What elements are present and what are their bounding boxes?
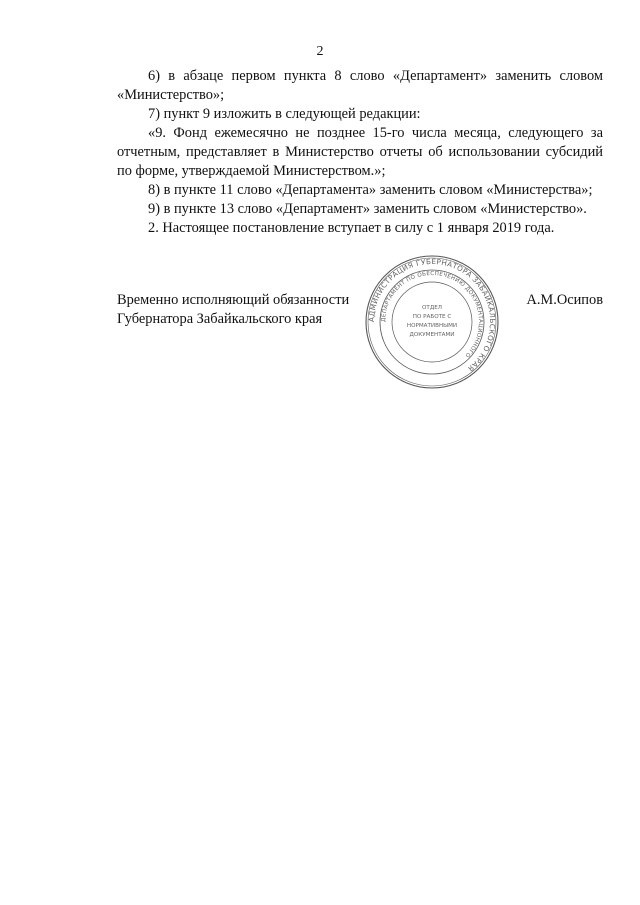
signatory-position-line1: Временно исполняющий обязанности [117, 292, 350, 308]
paragraph-item-9: 9) в пункте 13 слово «Департамент» заменить словом «Министерство». [148, 201, 587, 217]
stamp-inner-ring-text: ДЕПАРТАМЕНТ ПО ОБЕСПЕЧЕНИЮ ДОКУМЕНТАЦИОННОГО [380, 270, 484, 359]
signature-block [117, 291, 603, 351]
official-seal-stamp [363, 253, 501, 391]
stamp-center-line-2: ПО РАБОТЕ С [412, 314, 452, 320]
signatory-position [117, 291, 349, 329]
signatory-position-line2: Губернатора Забайкальского края [117, 311, 323, 327]
paragraph-item-6: 6) в абзаце первом пункта 8 слово «Департамент» заменить словом «Министерство»; [117, 68, 603, 103]
paragraph-effective-date: 2. Настоящее постановление вступает в силу с 1 января 2019 года. [148, 220, 555, 236]
stamp-center-line-1: ОТДЕЛ [422, 305, 442, 311]
signatory-name: А.М.Осипов [526, 292, 603, 308]
paragraph-item-8: 8) в пункте 11 слово «Департамента» заменить словом «Министерства»; [148, 182, 593, 198]
paragraph-item-7: 7) пункт 9 изложить в следующей редакции: [148, 106, 421, 122]
document-body [117, 67, 603, 238]
stamp-center-line-3: НОРМАТИВНЫМИ [406, 323, 458, 329]
stamp-outer-text: АДМИНИСТРАЦИЯ ГУБЕРНАТОРА ЗАБАЙКАЛЬСКОГО КРАЯ [366, 256, 498, 374]
page-number: 2 [316, 44, 324, 59]
stamp-center-line-4: ДОКУМЕНТАМИ [409, 332, 455, 338]
paragraph-item-9-text: «9. Фонд ежемесячно не позднее 15-го числа месяца, следующего за отчетным, представляет в Министерство отчеты об использовании субсидий по форме, утверждаемой Министерством.»; [117, 125, 603, 179]
